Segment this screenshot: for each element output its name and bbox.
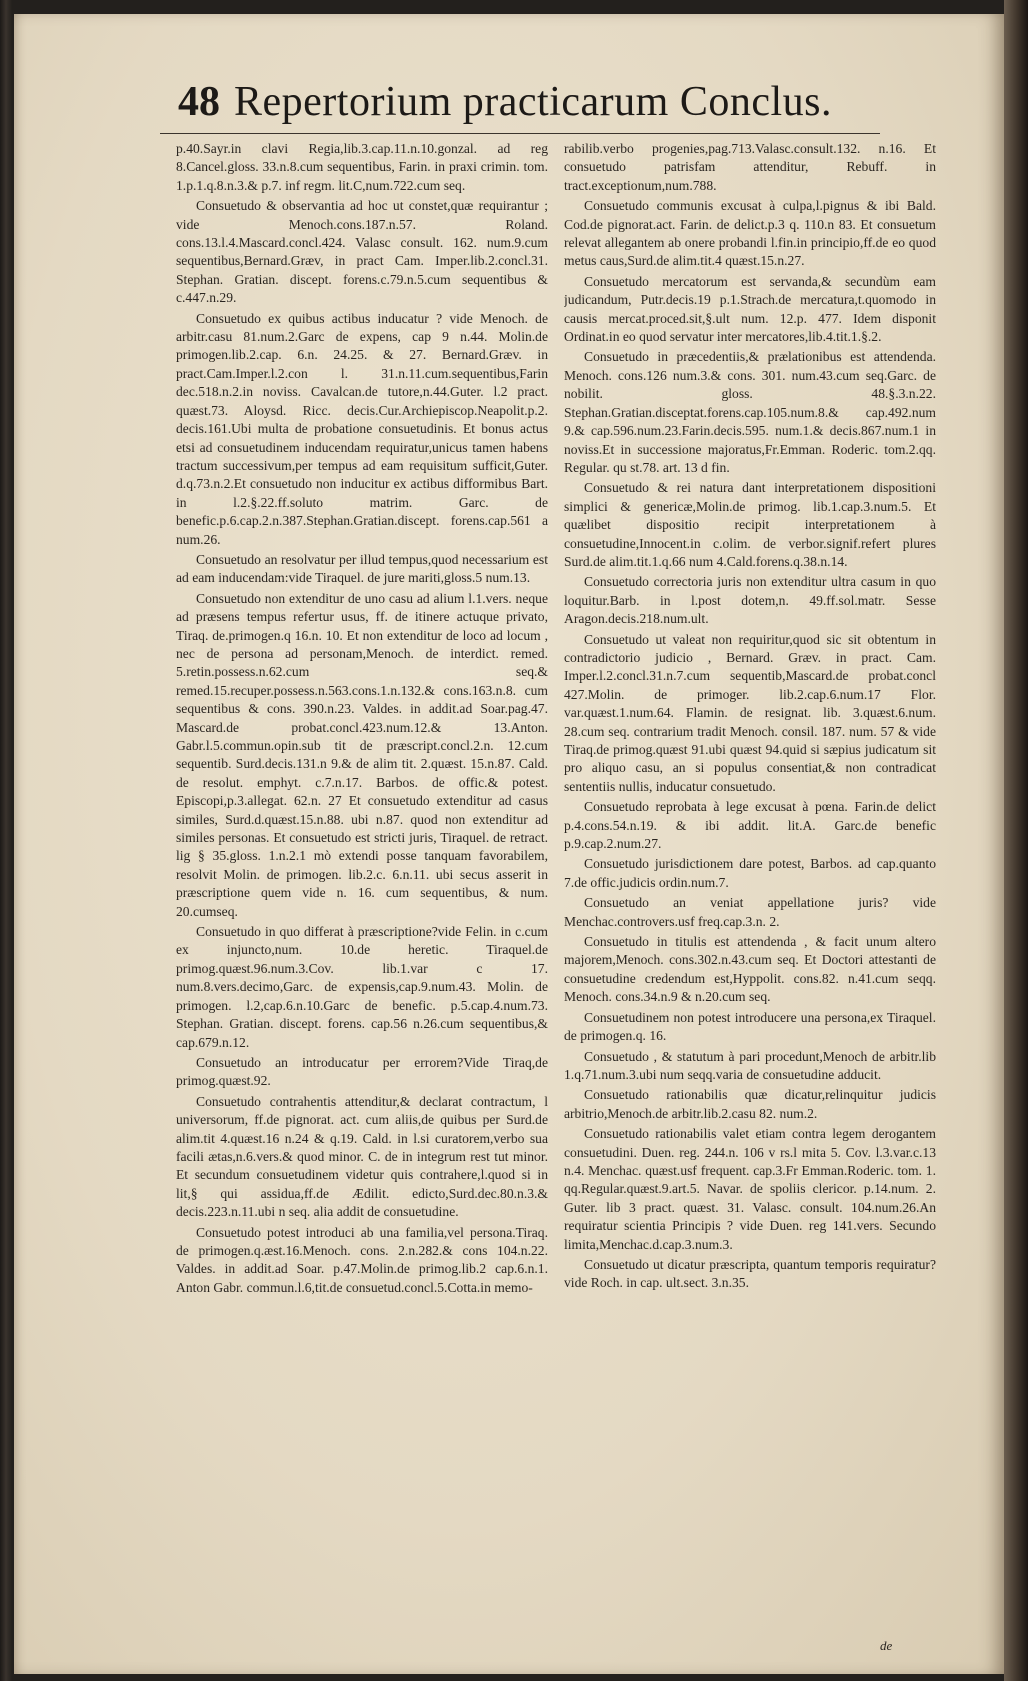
left-paragraph: Consuetudo in quo differat à præscriptione?vide Felin. in c.cum ex injuncto,num. 10.de heretic. Tiraquel.de primog.quæst.96.num.3.Cov. lib.1.var c 17. num.8.vers.decimo,Garc. de expensis,cap.9.num.43. Molin. de primogen. l.2,cap.6.n.10.Garc de benefic. p.5.cap.4.num.73. Stephan. Gratian. discept. forens. cap.56 n.26.cum sequentibus,& cap.679.n.12. bbox=[176, 924, 548, 1050]
left-paragraph: Consuetudo ex quibus actibus inducatur ? vide Menoch. de arbitr.casu 81.num.2.Garc de expens, cap 9 n.44. Molin.de primogen.lib.2.cap. 6.n. 24.25. & 27. Bernard.Græv. in pract.Cam.Imper.l.2.con l. 31.n.11.cum.sequentibus,Farin dec.518.n.2.in noviss. Cavalcan.de tutore,n.44.Guter. l.2 pract. quæst.73. Aloysd. Ricc. decis.Cur.Archiepiscop.Neapolit.p.2. decis.161.Ubi multa de probatione consuetudinis. Et bonus actus etsi ad consuetudinem inducendam requiratur,unicus tamen habens tractum successivum,per tempus ad eam requisitum sufficit,Guter. d.q.73.n.2.Et consuetudo non inducitur ex actibus difformibus Bart. in l.2.§.22.ff.soluto matrim. Garc. de benefic.p.6.cap.2.n.387.Stephan.Gratian.discept. forens.cap.561 a num.26. bbox=[176, 310, 548, 547]
right-paragraph: Consuetudo reprobata à lege excusat à pœna. Farin.de delict p.4.cons.54.n.19. & ibi addit. lit.A. Garc.de benefic p.9.cap.2.num.27. bbox=[564, 799, 936, 852]
right-paragraph: Consuetudo , & statutum à pari procedunt,Menoch de arbitr.lib 1.q.71.num.3.ubi num seqq.varia de consuetudine adducit. bbox=[564, 1048, 936, 1082]
left-column bbox=[176, 140, 548, 1640]
page-number: 48 bbox=[178, 79, 220, 125]
left-paragraph: Consuetudo non extenditur de uno casu ad alium l.1.vers. neque ad præsens tempus refertur usus, ff. de itinere actuque privato, Tiraq. de.primogen.q 16.n. 10. Et non extenditur de loco ad locum , nec de persona ad personam,Menoch. de interdict. remed. 5.retin.possess.n.62.cum seq.& remed.15.recuper.possess.n.563.cons.1.n.132.& cons.163.n.8. cum sequentibus & cons. 390.n.23. Valdes. in addit.ad Soar.pag.47. Mascard.de probat.concl.423.num.12.& 13.Anton. Gabr.l.5.commun.opin.sub tit de præscript.concl.2.n. 12.cum sequentib. Surd.decis.131.n 9.& de alim tit. 2.quæst. 15.n.87. Cald. de resolut. emphyt. c.7.n.17. Barbos. de offic.& potest. Episcopi,p.3.allegat. 62.n. 27 Et consuetudo extenditur ad casus similes, Surd.d.quæst.15.n.88. ubi n.87. quod non extenditur ad similes personas. Et consuetudo est stricti juris, Tiraquel. de retract. lig § 35.gloss. 1.n.2.1 mò extendi posse tanquam favorabilem, resolvit Molin. de primogen. lib.2.c. 6.n.11. ubi secus asserit in præscriptione quem vide n. 16. cum sequentibus, & num. 20.cumseq. bbox=[176, 590, 548, 919]
left-paragraph: Consuetudo an resolvatur per illud tempus,quod necessarium est ad eam inducendam:vide Tiraquel. de jure mariti,gloss.5 num.13. bbox=[176, 551, 548, 586]
right-paragraph: Consuetudo correctoria juris non extenditur ultra casum in quo loquitur.Barb. in l.post dotem,n. 49.ff.sol.matr. Sesse Aragon.decis.218.num.ult. bbox=[564, 574, 936, 627]
right-paragraph: Consuetudo rationabilis quæ dicatur,relinquitur judicis arbitrio,Menoch.de arbitr.lib.2.casu 82. num.2. bbox=[564, 1087, 936, 1121]
right-paragraph: Consuetudo rationabilis valet etiam contra legem derogantem consuetudini. Duen. reg. 244.n. 106 v rs.l mita 5. Cov. l.3.var.c.13 n.4. Menchac. quæst.usf frequent. cap.3.Fr Emman.Roderic. tom. 1. qq.Regular.quæst.9.art.5. Navar. de spoliis clericor. p.14.num. 2. Guter. lib 3 pract. quæst. 31. Valasc. consult. 104.num.26.An requiratur scientia Principis ? vide Duen. reg 141.vers. Secundo limita,Menchac.d.cap.3.num.3. bbox=[564, 1126, 936, 1252]
page-edge bbox=[1004, 0, 1028, 1681]
right-paragraph: Consuetudo ut valeat non requiritur,quod sic sit obtentum in contradictorio judicio , Bernard. Græv. in pract. Cam. Imper.l.2.concl.31.n.7.cum sequentib,Mascard.de probat.concl 427.Molin. de primoger. lib.2.cap.6.num.17 Flor. var.quæst.1.num.64. Flamin. de resignat. lib. 3.quæst.6.num. 28.cum seq. contrarium tradit Menoch. consil. 187. num. 57 & vide Tiraq.de primog.quæst 91.ubi quæst 94.quid si sæpius judicatum sit pro aliquo casu, an si populus consentiat,& non contradicat sententiis nullis, inducatur consuetudo. bbox=[564, 631, 936, 794]
right-paragraph: Consuetudo communis excusat à culpa,l.pignus & ibi Bald. Cod.de pignorat.act. Farin. de delict.p.3 q. 110.n 83. Et consuetum relevat allegantem ab onere probandi l.fin.in principio,ff.de eo quod metus caus,Surd.de alim.tit.4 quæst.15.n.27. bbox=[564, 198, 936, 269]
right-paragraph: rabilib.verbo progenies,pag.713.Valasc.consult.132. n.16. Et consuetudo patrisfam attenditur, Rebuff. in tract.exceptionum,num.788. bbox=[564, 141, 936, 193]
right-paragraph: Consuetudo mercatorum est servanda,& secundùm eam judicandum, Putr.decis.19 p.1.Strach.de mercatura,t.quomodo in causis mercat.proced.sit,§.ult num. 12.p. 477. Idem disponit Ordinat.in eo quod servatur inter mercatores,lib.4.tit.1.§.2. bbox=[564, 273, 936, 345]
left-paragraph: p.40.Sayr.in clavi Regia,lib.3.cap.11.n.10.gonzal. ad reg 8.Cancel.gloss. 33.n.8.cum sequentibus, Farin. in praxi crimin. tom. 1.p.1.q.8.n.3.& p.7. inf regm. lit.C,num.722.cum seq. bbox=[176, 141, 548, 193]
page-header bbox=[178, 78, 898, 134]
left-paragraph: Consuetudo & observantia ad hoc ut constet,quæ requirantur ; vide Menoch.cons.187.n.57. Roland. cons.13.l.4.Mascard.concl.424. Valasc consult. 162. num.9.cum sequentibus,Bernard.Græv, in pract Cam. Imper.lib.2.concl.31. Stephan. Gratian. discept. forens.c.79.n.5.cum sequentibus & c.447.n.29. bbox=[176, 198, 548, 306]
left-paragraph: Consuetudo an introducatur per errorem?Vide Tiraq,de primog.quæst.92. bbox=[176, 1054, 548, 1089]
header-rule bbox=[160, 133, 880, 134]
right-paragraph: Consuetudo in titulis est attendenda , & facit unum altero majorem,Menoch. cons.302.n.43.cum seq. Et Doctori attestanti de consuetudine credendum est,Hyppolit. cons.82. n.41.cum seqq. Menoch. cons.34.n.9 & n.20.cum seq. bbox=[564, 934, 936, 1005]
catchword: de bbox=[880, 1638, 893, 1653]
right-paragraph: Consuetudo an veniat appellatione juris? vide Menchac.controvers.usf freq.cap.3.n. 2. bbox=[564, 895, 936, 929]
running-title: Repertorium practicarum Conclus. bbox=[234, 79, 832, 125]
left-paragraph: Consuetudo contrahentis attenditur,& declarat contractum, l universorum, ff.de pignorat. act. cum aliis,de quibus per Surd.de alim.tit 4.quæst.16 n.24 & q.19. Cald. in l.si curatorem,verbo sua facili ætas,n.6.vers.& quod minor. C. de in integrum rest tut minor. Et secundum consuetudinem videtur quis contrahere,l.quod si in lit,§ qui assidua,ff.de Ædilit. edicto,Surd.dec.80.n.3.& decis.223.n.11.ubi n seq. alia addit de consuetudine. bbox=[176, 1093, 548, 1220]
right-paragraph: Consuetudo ut dicatur præscripta, quantum temporis requiratur?vide Roch. in cap. ult.sect. 3.n.35. bbox=[564, 1256, 936, 1291]
right-column bbox=[564, 140, 936, 1640]
right-paragraph: Consuetudinem non potest introducere una persona,ex Tiraquel. de primogen.q. 16. bbox=[564, 1009, 936, 1044]
right-paragraph: Consuetudo & rei natura dant interpretationem dispositioni simplici & genericæ,Molin.de primog. lib.1.cap.3.num.5. Et quælibet dispositio recipit interpretationem à consuetudine,Innocent.in c.olim. de verbor.signif.refert plures Surd.de alim.tit.1.q.66 num 4.Cald.forens.q.38.n.14. bbox=[564, 480, 936, 569]
right-paragraph: Consuetudo in præcedentiis,& prælationibus est attendenda. Menoch. cons.126 num.3.& cons. 301. num.43.cum seq.Garc. de nobilit. gloss. 48.§.3.n.22. Stephan.Gratian.disceptat.forens.cap.105.num.8.& cap.492.num 9.& cap.596.num.23.Farin.decis.595. num.1.& decis.867.num.1 in noviss.Et in successione majoratus,Fr.Emman. Roderic. tom.2.qq. Regular. qu st.78. art. 13 d fin. bbox=[564, 349, 936, 475]
right-paragraph: Consuetudo jurisdictionem dare potest, Barbos. ad cap.quanto 7.de offic.judicis ordin.num.7. bbox=[564, 856, 936, 890]
left-paragraph: Consuetudo potest introduci ab una familia,vel persona.Tiraq. de primogen.q.æst.16.Menoch. cons. 2.n.282.& cons 104.n.22. Valdes. in addit.ad Soar. p.47.Molin.de primog.lib.2 cap.6.n.1. Anton Gabr. commun.l.6,tit.de consuetud.concl.5.Cotta.in memo- bbox=[176, 1224, 548, 1295]
